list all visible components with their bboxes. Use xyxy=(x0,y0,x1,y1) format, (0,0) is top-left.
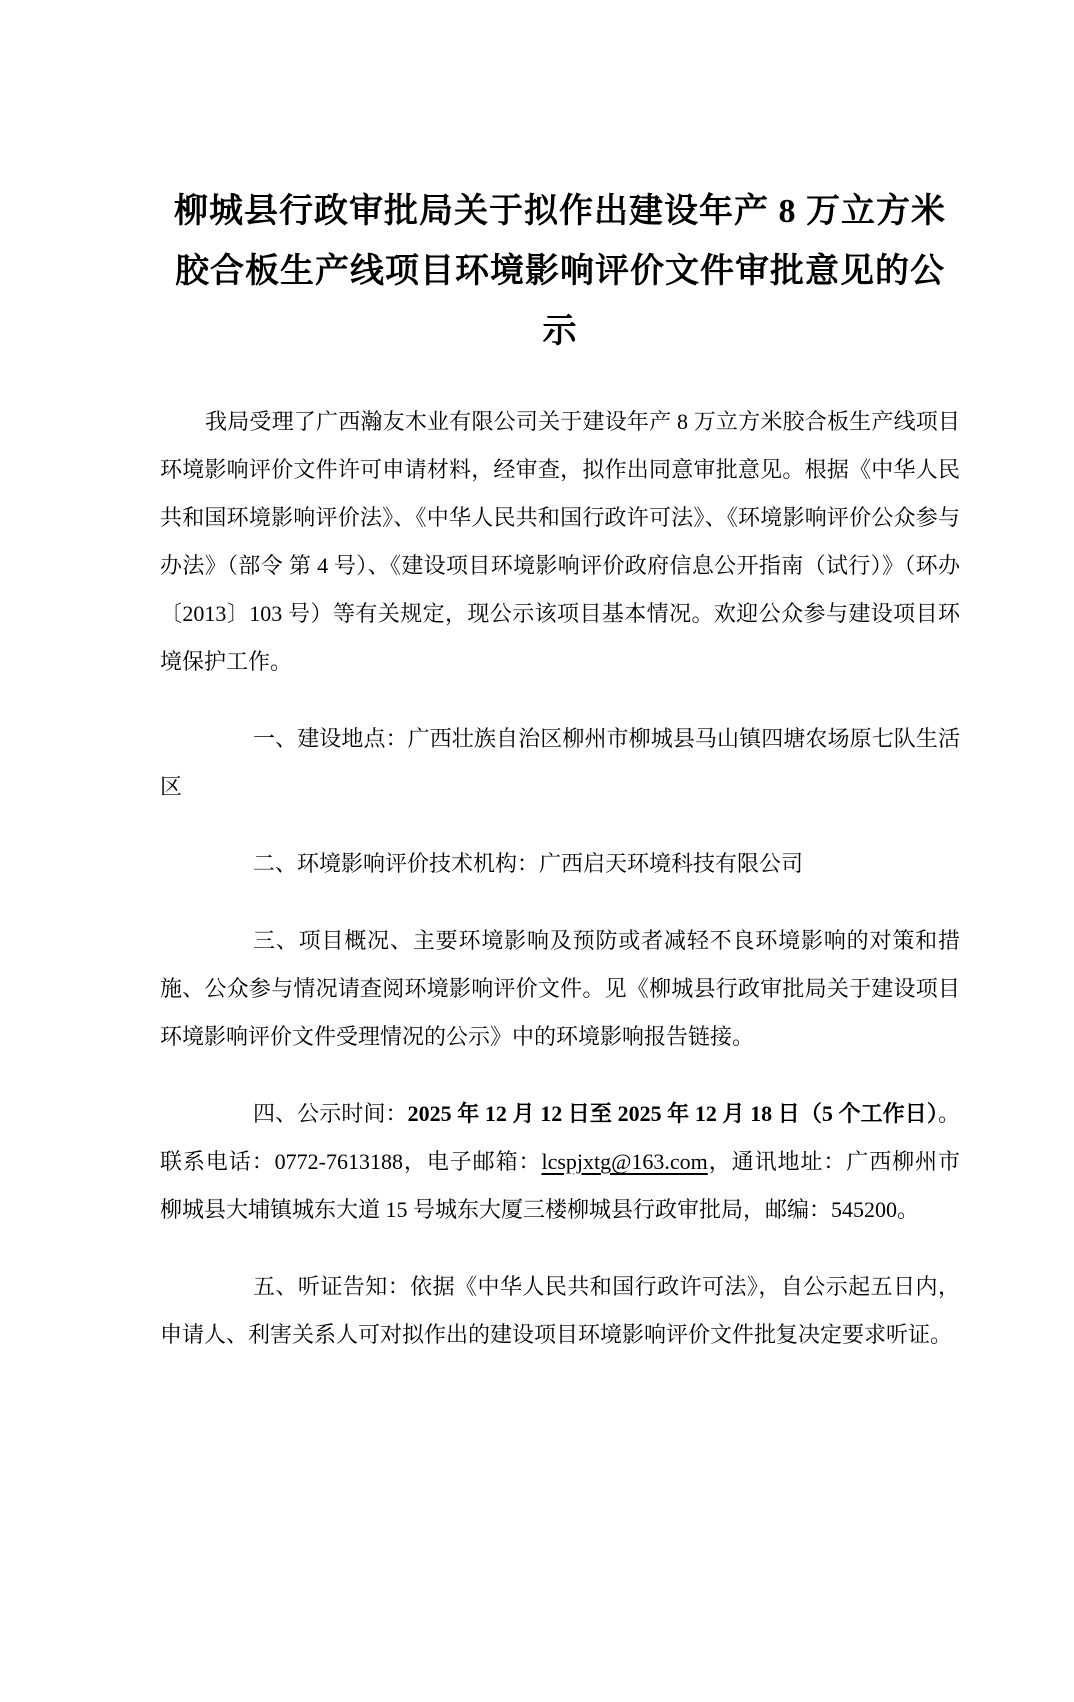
item-4-label: 四、公示时间： xyxy=(253,1101,408,1126)
document-title: 柳城县行政审批局关于拟作出建设年产 8 万立方米胶合板生产线项目环境影响评价文件审批意见的公示 xyxy=(174,193,946,350)
document-content xyxy=(160,182,960,1359)
item-5-hearing-notice: 五、听证告知：依据《中华人民共和国行政许可法》，自公示起五日内，申请人、利害关系人可对拟作出的建设项目环境影响评价文件批复决定要求听证。 xyxy=(160,1274,960,1347)
item-4-contact-text: 。联系电话：0772-7613188，电子邮箱： xyxy=(160,1101,960,1174)
item-1-location: 一、建设地点：广西壮族自治区柳州市柳城县马山镇四塘农场原七队生活区 xyxy=(160,726,960,799)
item-2-agency: 二、环境影响评价技术机构：广西启天环境科技有限公司 xyxy=(253,851,804,876)
document-body xyxy=(160,398,960,1359)
email-link[interactable]: lcspjxtg@163.com xyxy=(541,1149,708,1174)
item-4-publicity-period xyxy=(160,1090,960,1234)
item-4-address-text: ，通讯地址：广西柳州市柳城县大埔镇城东大道 15 号城东大厦三楼柳城县行政审批局，邮编：545200。 xyxy=(160,1149,960,1222)
publicity-dates: 2025 年 12 月 12 日至 2025 年 12 月 18 日（5 个工作日） xyxy=(407,1101,938,1126)
document-page xyxy=(0,182,1074,1702)
item-3-overview: 三、项目概况、主要环境影响及预防或者减轻不良环境影响的对策和措施、公众参与情况请查阅环境影响评价文件。见《柳城县行政审批局关于建设项目环境影响评价文件受理情况的公示》中的环境影响报告链接。 xyxy=(160,928,960,1049)
intro-paragraph: 我局受理了广西瀚友木业有限公司关于建设年产 8 万立方米胶合板生产线项目环境影响评价文件许可申请材料，经审查，拟作出同意审批意见。根据《中华人民共和国环境影响评价法》、《中华人民共和国行政许可法》、《环境影响评价公众参与办法》（部令 第 4 号）、《建设项目环境影响评价政府信息公开指南（试行）》（环办〔2013〕103 号）等有关规定，现公示该项目基本情况。欢迎公众参与建设项目环境保护工作。 xyxy=(160,409,960,674)
